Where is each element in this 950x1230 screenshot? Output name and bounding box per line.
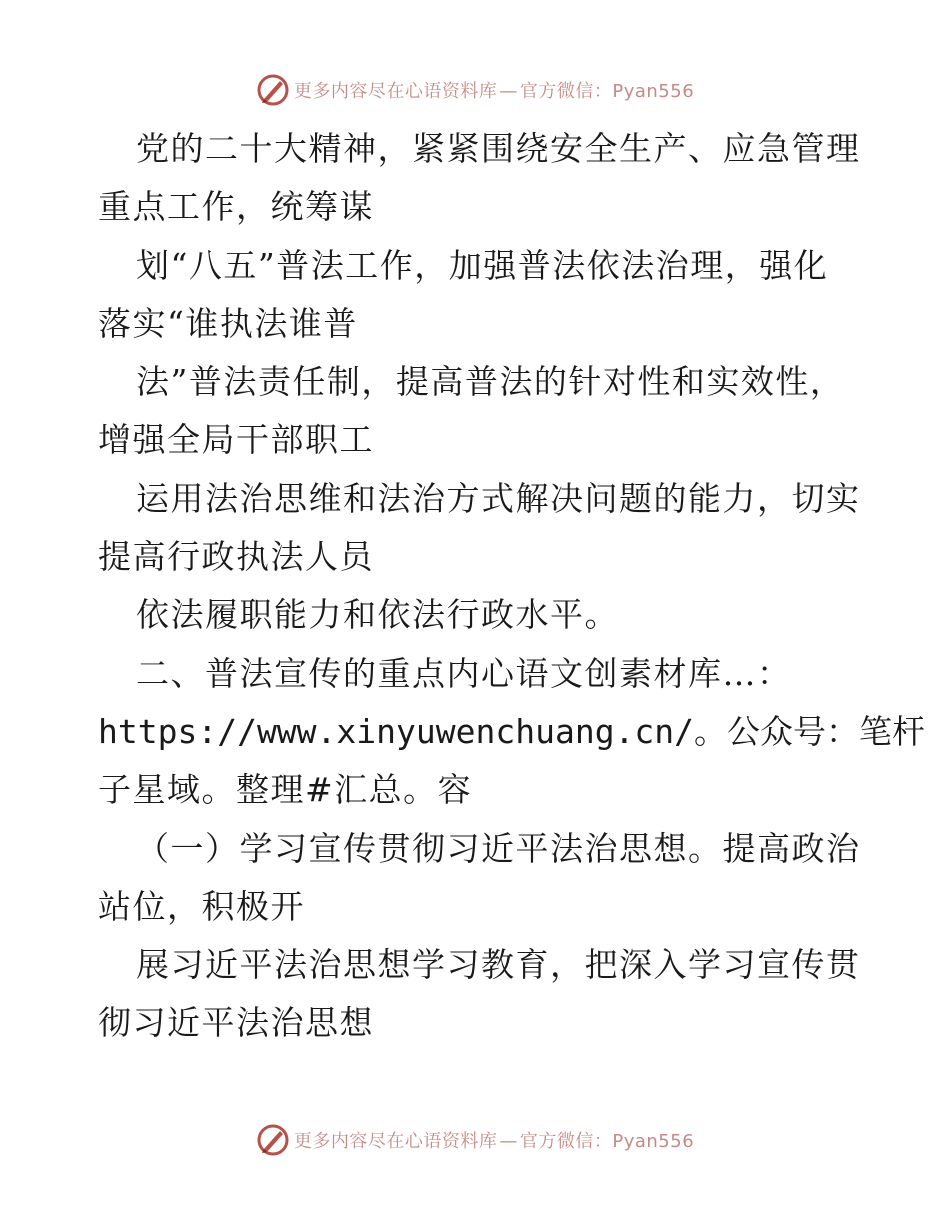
- banner-dash: —: [499, 81, 518, 102]
- text-line: 重点工作，统筹谋: [98, 187, 374, 227]
- footer-banner: [0, 1120, 950, 1160]
- text-line: 子星域。整理#汇总。容: [98, 770, 473, 810]
- text-line: 站位，积极开: [98, 886, 305, 926]
- document-body: [98, 120, 926, 1053]
- text-line: 展习近平法治思想学习教育，把深入学习宣传贯: [136, 945, 861, 985]
- section-heading: 二、普法宣传的重点内心语文创素材库…：: [136, 653, 792, 693]
- text-line: 落实“谁执法谁普: [98, 303, 358, 343]
- banner-dash: —: [499, 1131, 518, 1152]
- text-line: 运用法治思维和法治方式解决问题的能力，切实: [136, 478, 861, 518]
- banner-sub: 官方微信：Pyan556: [519, 1131, 695, 1152]
- pen-logo-icon: [256, 1123, 290, 1157]
- pen-logo-icon: [256, 73, 290, 107]
- text-line: 增强全局干部职工: [98, 420, 374, 460]
- text-line: 划“八五”普法工作，加强普法依法治理，强化: [136, 245, 829, 285]
- header-banner: [0, 70, 950, 110]
- banner-main: 更多内容尽在心语资料库: [293, 1131, 498, 1152]
- banner-sub: 官方微信：Pyan556: [519, 81, 695, 102]
- text-line: 提高行政执法人员: [98, 537, 374, 577]
- text-line: 彻习近平法治思想: [98, 1003, 374, 1043]
- subsection-heading: （一）学习宣传贯彻习近平法治思想。提高政治: [136, 828, 861, 868]
- text-line: 党的二十大精神，紧紧围绕安全生产、应急管理: [136, 129, 861, 168]
- text-line: 法”普法责任制，提高普法的针对性和实效性，: [136, 362, 845, 402]
- url-line: https://www.xinyuwenchuang.cn/。公众号：笔杆: [98, 711, 926, 751]
- text-line: 依法履职能力和依法行政水平。: [136, 595, 619, 635]
- banner-text: [294, 77, 694, 103]
- banner-main: 更多内容尽在心语资料库: [293, 81, 498, 102]
- banner-text: [294, 1127, 694, 1153]
